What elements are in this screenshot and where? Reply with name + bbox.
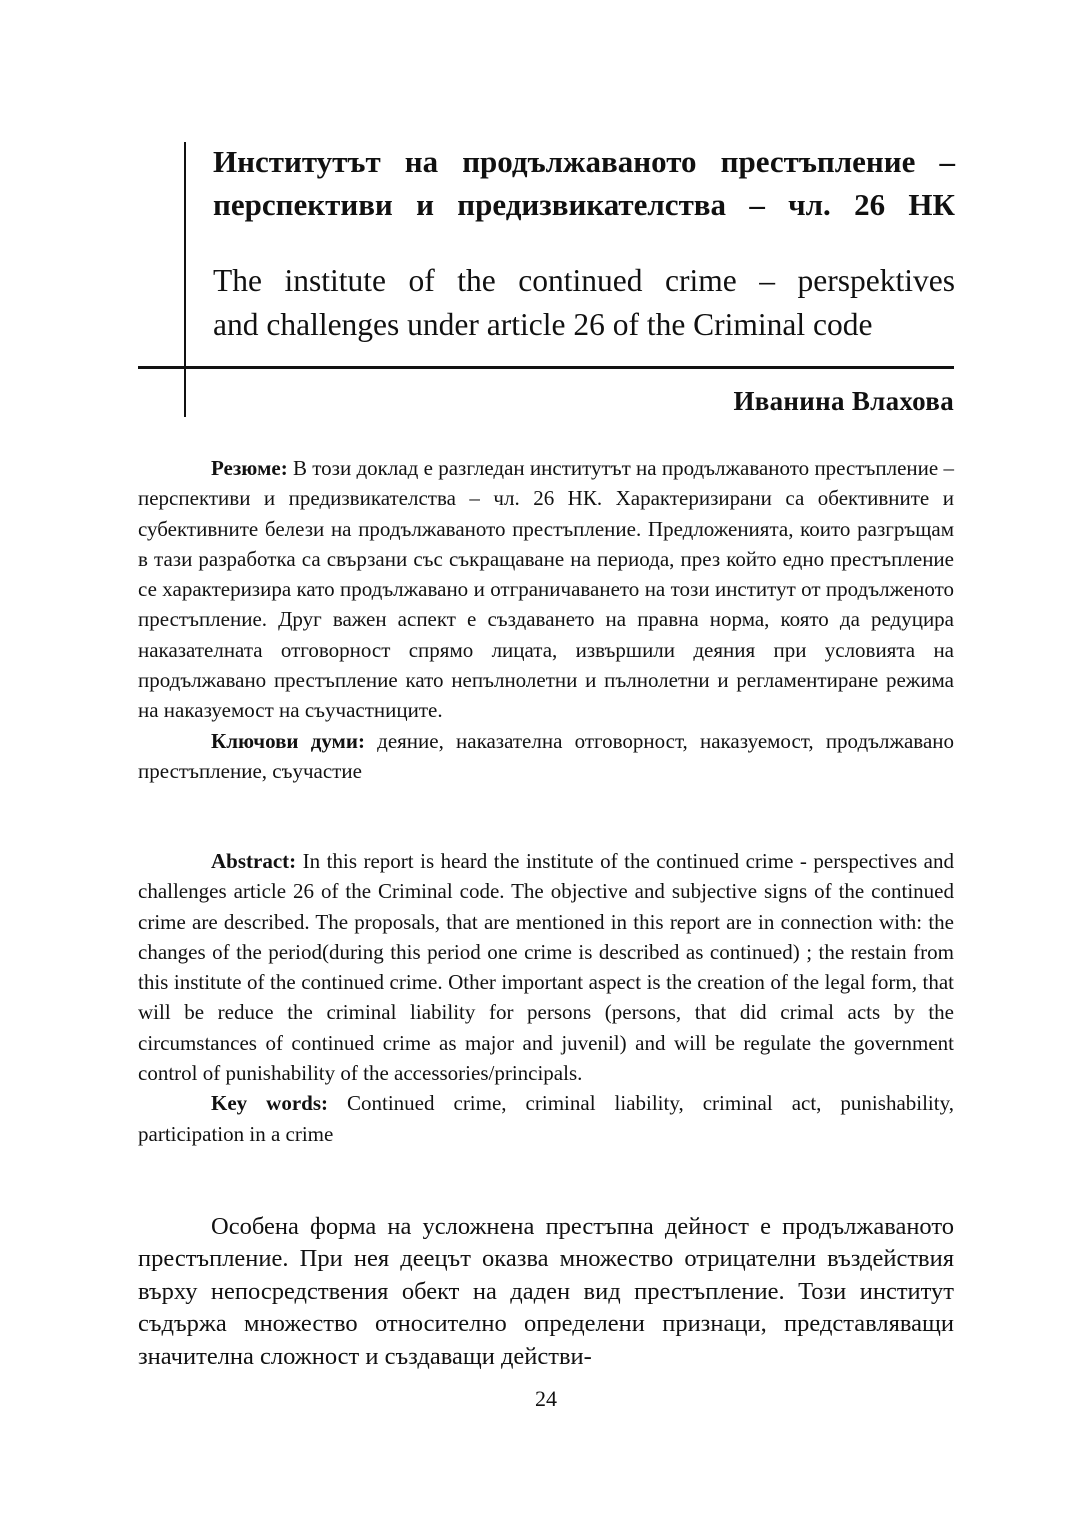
title-vertical-rule bbox=[184, 142, 186, 417]
keywords-text-bg: деяние, наказателна отговорност, наказуемост, продължавано престъпление, съучастие bbox=[138, 728, 954, 783]
keywords-text-en: Continued crime, criminal liability, criminal act, punishability, participation in a crime bbox=[138, 1091, 954, 1146]
author-name: Иванина Влахова bbox=[733, 386, 954, 416]
abstract-paragraph bbox=[138, 846, 954, 1088]
summary-label: Резюме: bbox=[211, 456, 288, 480]
abstract-section bbox=[138, 846, 954, 1149]
body-paragraph: Особена форма на усложнена престъпна дейност е продължаваното престъпление. При нея деецът оказва множество отрицателни въздействия върху непосредствения обект на даден вид престъпление. Този институт съдържа множество относително определени признаци, представляващи значителна сложност и създаващи действи- bbox=[138, 1213, 954, 1370]
keywords-label-bg: Ключови думи: bbox=[211, 728, 365, 753]
summary-paragraph bbox=[138, 453, 954, 726]
title-english-line: and challenges under article 26 of the Criminal code bbox=[213, 307, 873, 342]
abstract-text: In this report is heard the institute of the continued crime - perspectives and challenges article 26 of the Criminal code. The objective and subjective signs of the continued crime are described. The proposals, that are mentioned in this report are in connection with: the changes of the period(during this period one crime is described as continued) ; the restain from this institute of the continued crime. Other important aspect is the creation of the legal form, that will be reduce the criminal liability for persons (persons, that did crimal acts by the circumstances of continued crime as major and juvenil) and will be regulate the government control of punishability of the accessories/principals. bbox=[138, 849, 955, 1086]
summary-text: В този доклад е разгледан институтът на продължаваното престъпление – перспективи и предизвикателства – чл. 26 НК. Характеризирани са обективните и субективните белези на продължаваното престъпление. Предложенията, които разгръщам в тази разработка са свързани със съкращаване на периода, през който едно престъпление се характеризира като продължавано и отграничаването на този институт от продълженото престъпление. Друг важен аспект е създаването на правна норма, която да редуцира наказателната отговорност спрямо лицата, извършили деяния при условията на продължавано престъпление като непълнолетни и пълнолетни и регламентиране режима на наказуемост на съучастниците. bbox=[138, 456, 954, 723]
abstract-keywords bbox=[138, 1088, 954, 1149]
title-english-line: The institute of the continued crime – perspektives bbox=[213, 263, 955, 298]
keywords-label-en: Key words: bbox=[211, 1091, 328, 1116]
title-bulgarian-line: Институтът на продължаваното престъпление – bbox=[213, 144, 955, 179]
title-bulgarian-line: перспективи и предизвикателства – чл. 26 НК bbox=[213, 187, 955, 222]
page-number: 24 bbox=[535, 1386, 557, 1411]
summary-keywords bbox=[138, 726, 954, 787]
title-horizontal-rule bbox=[138, 366, 954, 369]
summary-section bbox=[138, 453, 954, 786]
title-english bbox=[213, 259, 955, 347]
title-bulgarian bbox=[213, 140, 955, 226]
abstract-label: Abstract: bbox=[211, 849, 297, 873]
